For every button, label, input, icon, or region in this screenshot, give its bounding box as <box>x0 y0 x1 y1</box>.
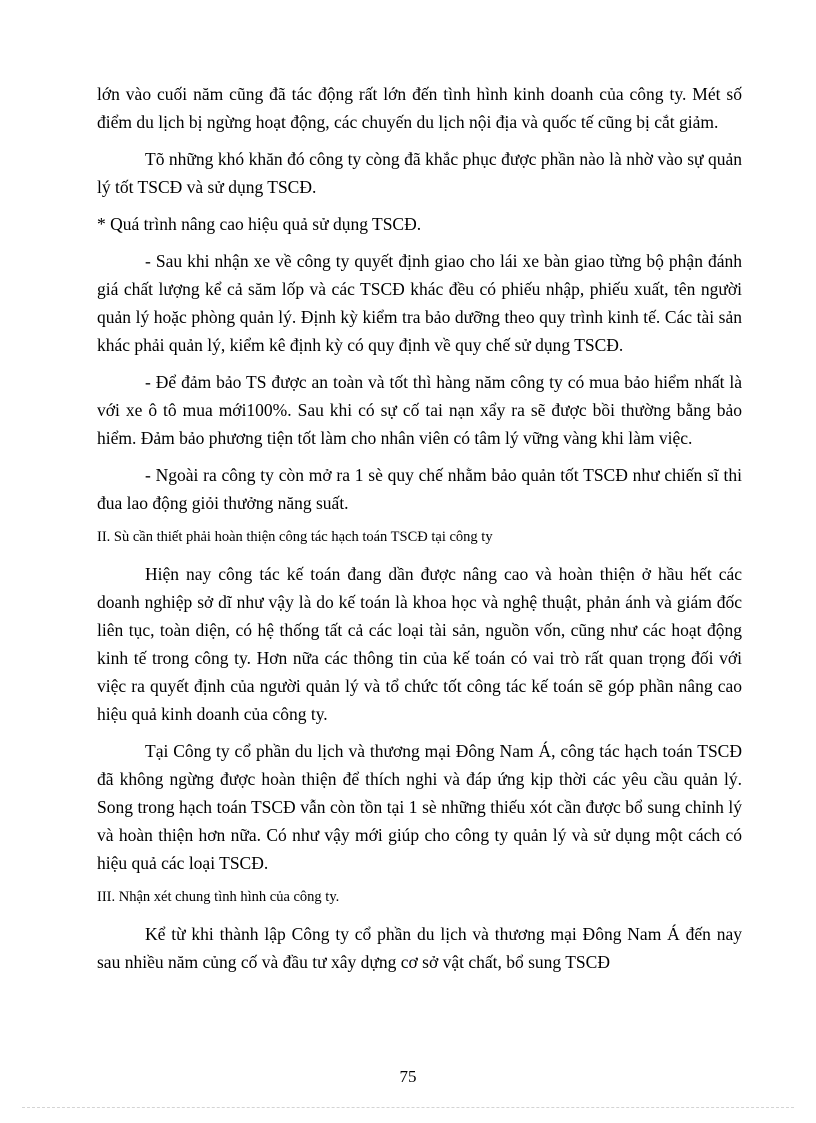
subheading-efficiency: * Quá trình nâng cao hiệu quả sử dụng TSCĐ. <box>97 214 422 234</box>
paragraph-regulations: - Ngoài ra công ty còn mở ra 1 sè quy chế nhằm bảo quản tốt TSCĐ như chiến sĩ thi đua lao động giỏi thưởng năng suất. <box>97 465 742 513</box>
paragraph-since-founding: Kể từ khi thành lập Công ty cổ phần du lịch và thương mại Đông Nam Á đến nay sau nhiều năm củng cố và đầu tư xây dựng cơ sở vật chất, bổ sung TSCĐ <box>97 924 742 972</box>
paragraph-insurance: - Để đảm bảo TS được an toàn và tốt thì hàng năm công ty có mua bảo hiểm nhất là với xe ô tô mua mới100%. Sau khi có sự cố tai nạn xẩy ra sẽ được bồi thường bằng bảo hiểm. Đảm bảo phương tiện tốt làm cho nhân viên có tâm lý vững vàng khi làm việc. <box>97 372 742 448</box>
footer-divider <box>22 1107 794 1108</box>
section-heading-iii: III. Nhận xét chung tình hình của công ty. <box>97 889 340 905</box>
paragraph-overcome: Tõ những khó khăn đó công ty còng đã khắc phục được phần nào là nhờ vào sự quản lý tốt TSCĐ và sử dụng TSCĐ. <box>97 149 742 197</box>
paragraph-vehicle-handover: - Sau khi nhận xe về công ty quyết định giao cho lái xe bàn giao từng bộ phận đánh giá chất lượng kể cả săm lốp và các TSCĐ khác đều có phiếu nhập, phiếu xuất, tên người quản lý hoặc phòng quản lý. Định kỳ kiểm tra bảo dưỡng theo quy trình kinh tế. Các tài sản khác phải quản lý, kiểm kê định kỳ có quy định về quy chế sử dụng TSCĐ. <box>97 251 742 355</box>
paragraph-accounting: Hiện nay công tác kế toán đang dần được nâng cao và hoàn thiện ở hầu hết các doanh nghiệp sở dĩ như vậy là do kế toán là khoa học và nghệ thuật, phản ánh và giám đốc liên tục, toàn diện, có hệ thống tất cả các loại tài sản, nguồn vốn, cũng như các hoạt động kinh tế trong công ty. Hơn nữa các thông tin của kế toán có vai trò rất quan trọng đối với việc ra quyết định của người quản lý và tổ chức tốt công tác kế toán sẽ góp phần nâng cao hiệu quả kinh doanh của công ty. <box>97 564 742 724</box>
page-number: 75 <box>399 1067 417 1086</box>
paragraph-impact: lớn vào cuối năm cũng đã tác động rất lớn đến tình hình kinh doanh của công ty. Mét số điểm du lịch bị ngừng hoạt động, các chuyến du lịch nội địa và quốc tế cũng bị cắt giảm. <box>97 84 742 132</box>
paragraph-company-accounting: Tại Công ty cổ phần du lịch và thương mại Đông Nam Á, công tác hạch toán TSCĐ đã không ngừng được hoàn thiện để thích nghi và đáp ứng kịp thời các yêu cầu quản lý. Song trong hạch toán TSCĐ vẫn còn tồn tại 1 sè những thiếu xót cần được bổ sung chỉnh lý và hoàn thiện hơn nữa. Có như vậy mới giúp cho công ty quản lý và sử dụng một cách có hiệu quả các loại TSCĐ. <box>97 741 742 873</box>
section-heading-ii: II. Sù cần thiết phải hoàn thiện công tác hạch toán TSCĐ tại công ty <box>97 529 493 545</box>
document-body <box>97 80 742 985</box>
